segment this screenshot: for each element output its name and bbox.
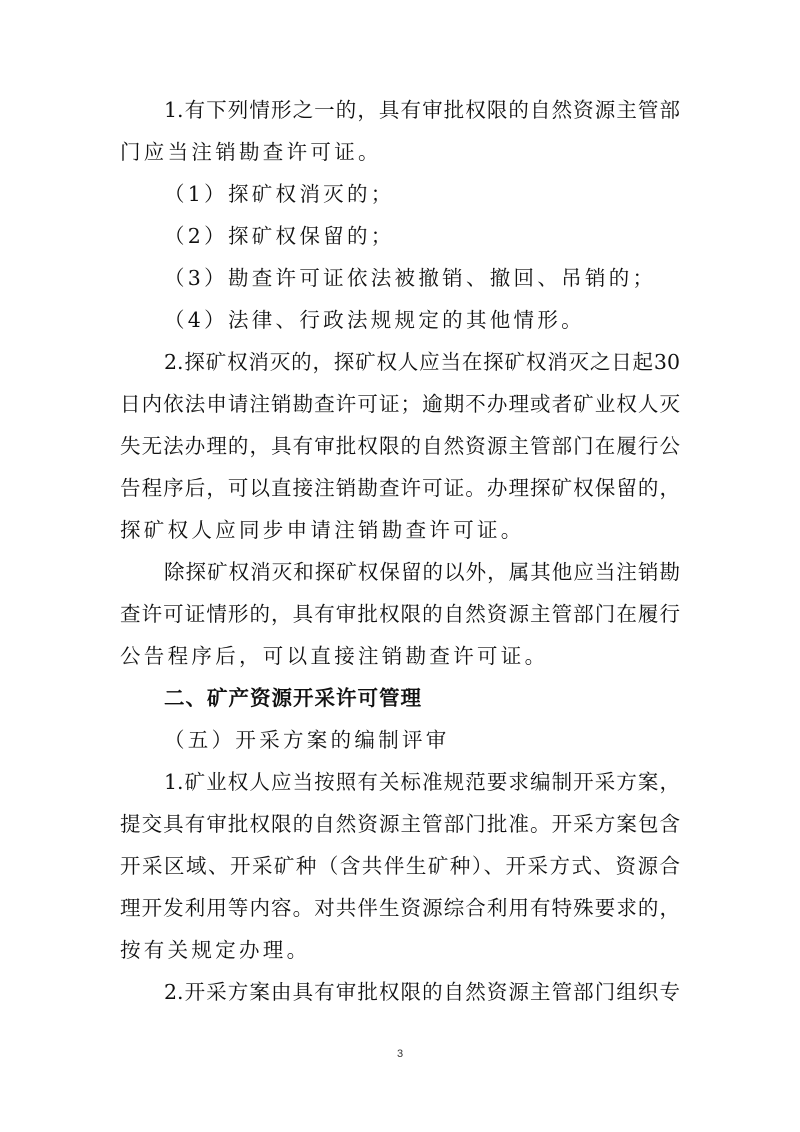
text-line: （3）勘查许可证依法被撤销、撤回、吊销的； [164,266,657,290]
text-line: 除探矿权消灭和探矿权保留的以外，属其他应当注销勘 [164,560,680,584]
text-line: 理开发利用等内容。对共伴生资源综合利用有特殊要求的， [120,896,680,920]
section-heading: 二、矿产资源开采许可管理 [164,686,422,710]
text-line: 按有关规定办理。 [120,938,311,962]
text-line: 1.有下列情形之一的，具有审批权限的自然资源主管部 [164,98,680,122]
text-line: 提交具有审批权限的自然资源主管部门批准。开采方案包含 [120,812,680,836]
text-line: 日内依法申请注销勘查许可证；逾期不办理或者矿业权人灭 [120,392,680,416]
page-number: 3 [396,1048,404,1060]
text-line: 失无法办理的，具有审批权限的自然资源主管部门在履行公 [120,434,680,458]
text-line: 告程序后，可以直接注销勘查许可证。办理探矿权保留的， [120,476,680,500]
text-line: 开采区域、开采矿种（含共伴生矿种）、开采方式、资源合 [120,854,680,878]
text-line: （4）法律、行政法规规定的其他情形。 [164,308,585,332]
text-line: 1.矿业权人应当按照有关标准规范要求编制开采方案， [164,770,680,794]
text-line: 探矿权人应同步申请注销勘查许可证。 [120,518,525,542]
text-line: 公告程序后，可以直接注销勘查许可证。 [120,644,549,668]
text-line: 2.开采方案由具有审批权限的自然资源主管部门组织专 [164,980,680,1004]
text-line: （1）探矿权消灭的； [164,182,395,206]
text-line: 2.探矿权消灭的，探矿权人应当在探矿权消灭之日起30 [164,350,680,374]
text-line: 查许可证情形的，具有审批权限的自然资源主管部门在履行 [120,602,680,626]
text-line: 门应当注销勘查许可证。 [120,140,382,164]
text-line: （五）开采方案的编制评审 [164,728,450,752]
text-line: （2）探矿权保留的； [164,224,395,248]
